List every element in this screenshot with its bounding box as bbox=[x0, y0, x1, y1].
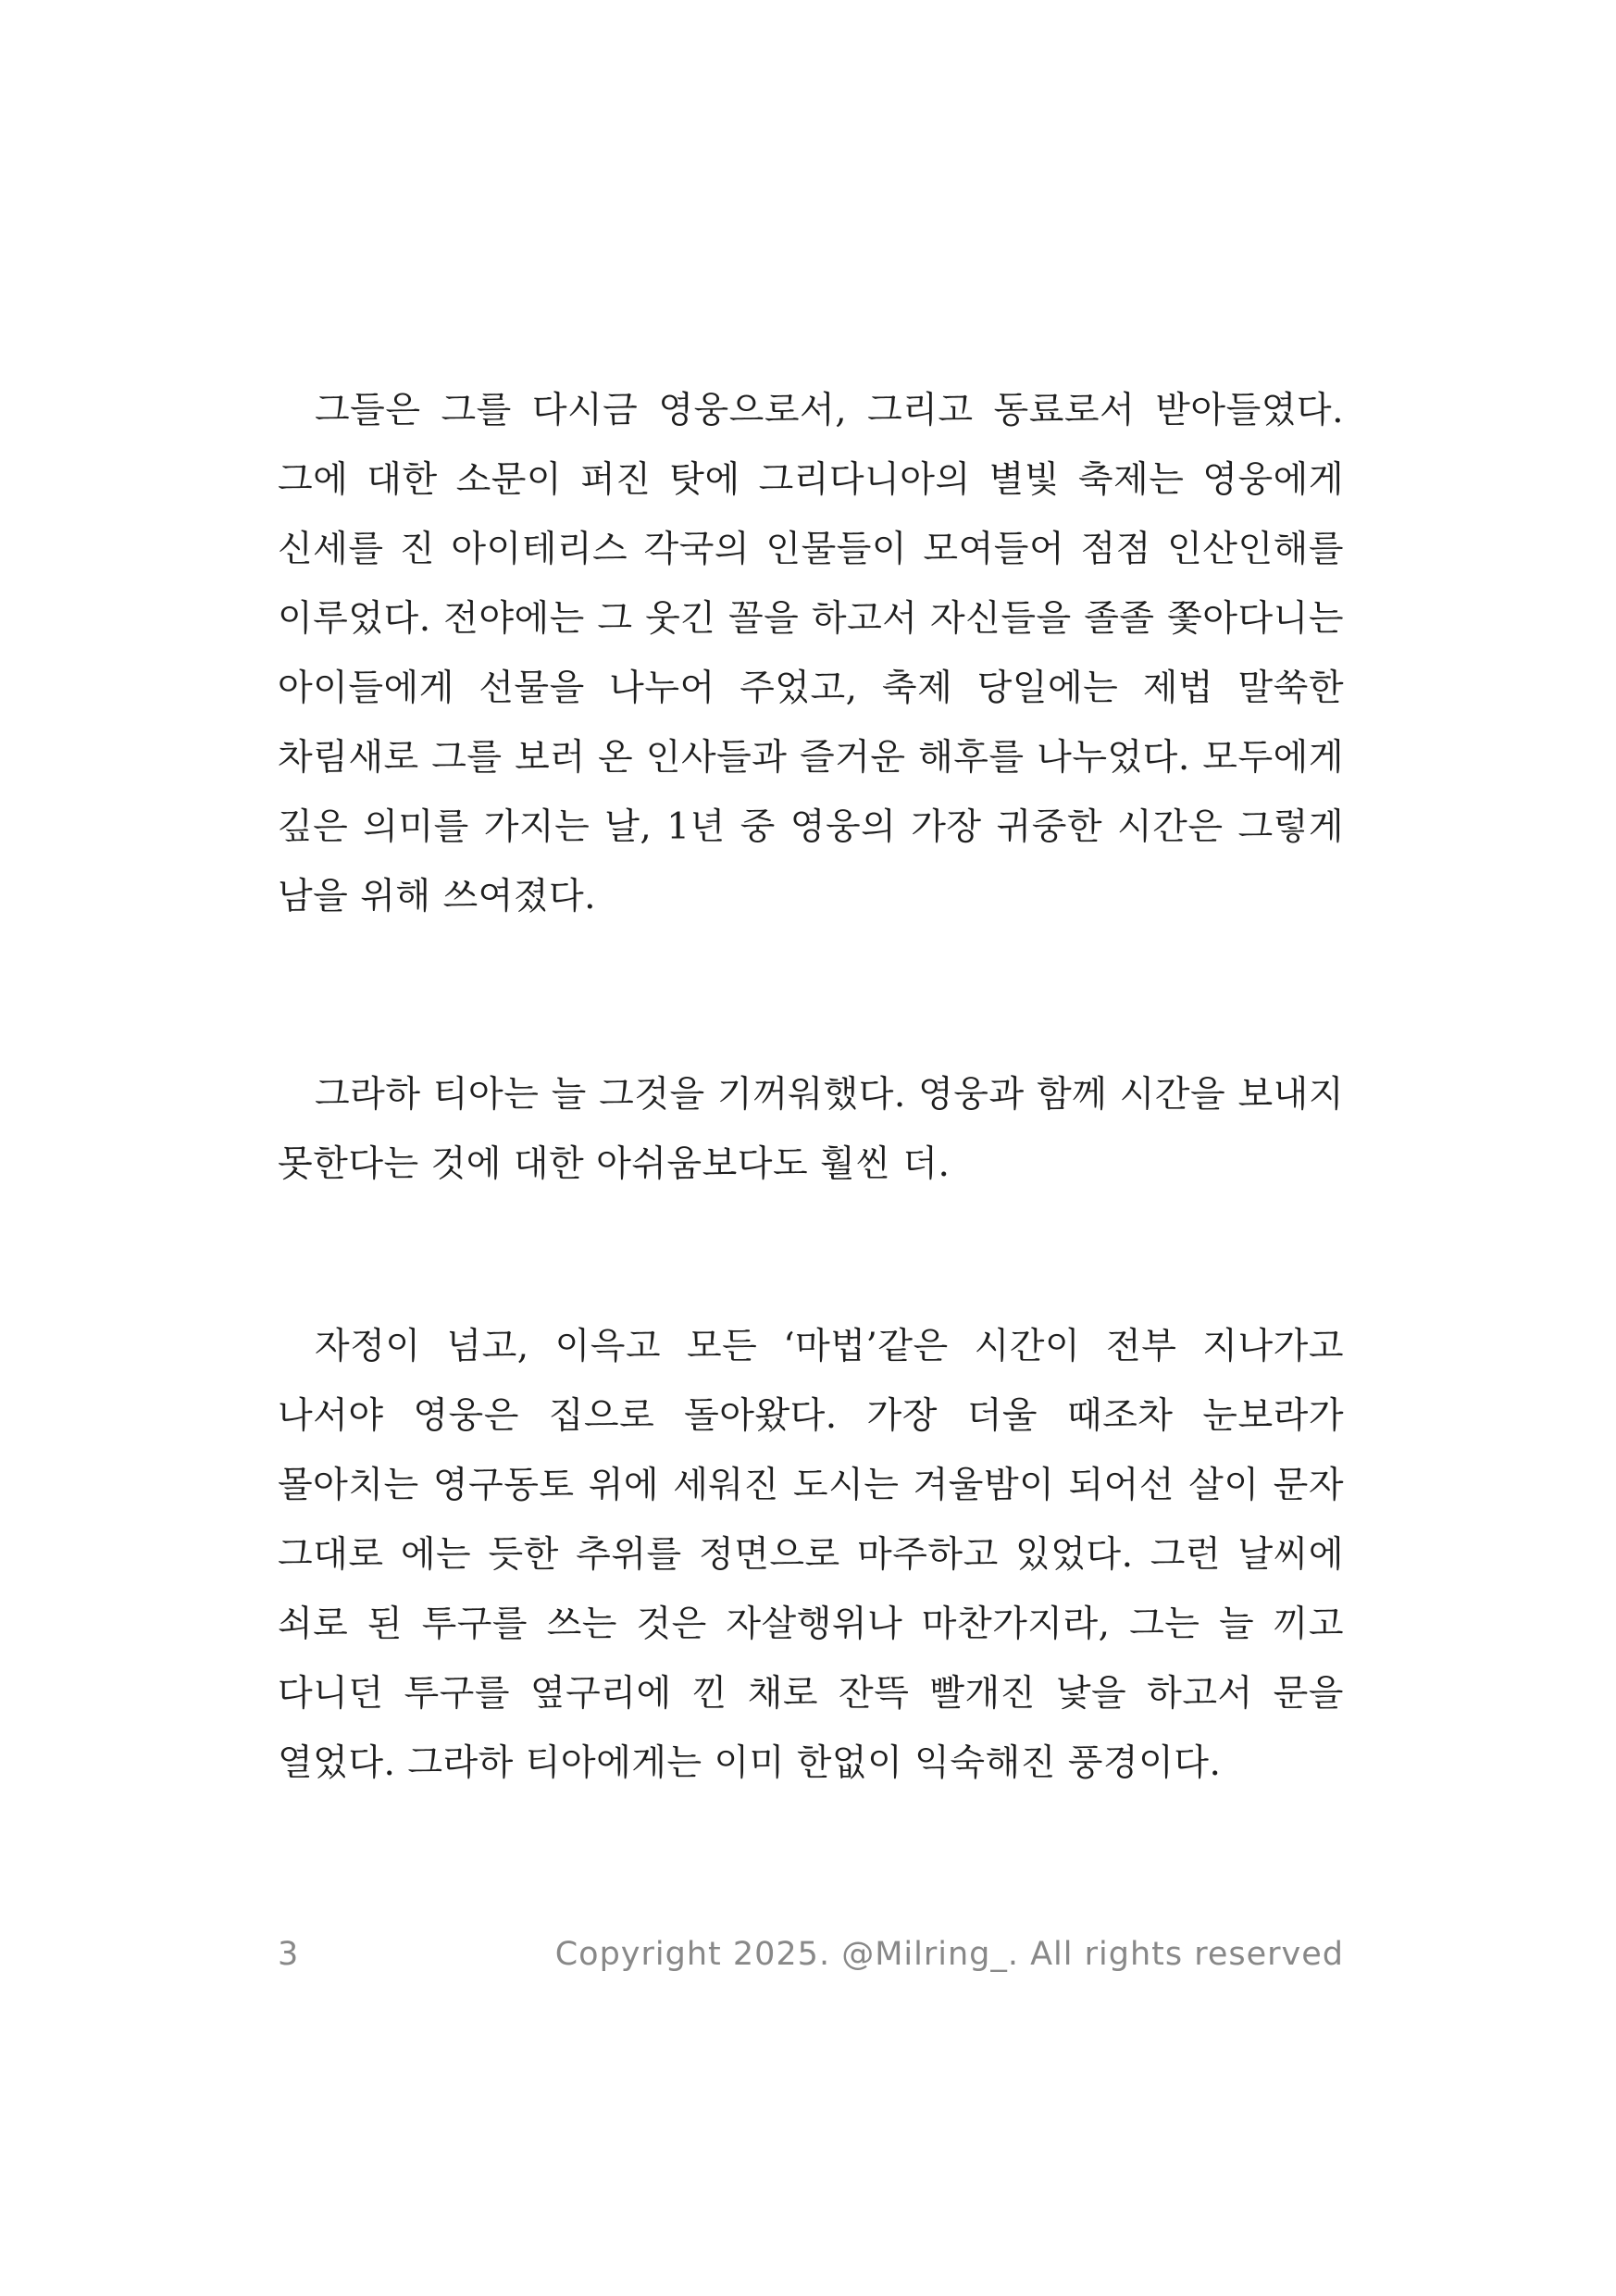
paragraph-1-block bbox=[278, 376, 1344, 931]
paragraph-3: 자정이 넘고, 이윽고 모든 ‘마법’같은 시간이 전부 지나가고 나서야 영웅은 집으로 돌아왔다. 가장 더울 때조차 눈보라가 몰아치는 영구동토 위에 세워진 도시는 겨울밤이 되어선 살이 문자 그대로 에는 듯한 추위를 정면으로 마주하고 있었다. 그런 날씨에 쇠로 된 투구를 쓰는 것은 자살행위나 마찬가지라, 그는 늘 끼고 다니던 투구를 옆구리에 낀 채로 잔뜩 빨개진 낯을 하고서 문을 열었다. 그라하 티아에게는 이미 한없이 익숙해진 풍경이다. bbox=[278, 1326, 1344, 1784]
copyright-notice: Copyright 2025. @Milring_. All rights reserved bbox=[554, 1936, 1344, 1973]
paragraph-2-block bbox=[278, 1060, 1344, 1199]
page-footer bbox=[278, 1931, 1344, 1978]
paragraph-2: 그라하 티아는 늘 그것을 기꺼워했다. 영웅과 함께 시간을 보내지 못한다는 것에 대한 아쉬움보다도 훨씬 더. bbox=[278, 1074, 1344, 1185]
paragraph-3-block bbox=[278, 1312, 1344, 1798]
page-number: 3 bbox=[278, 1936, 299, 1973]
paragraph-1: 그들은 그를 다시금 영웅으로서, 그리고 동료로서 받아들였다. 그에 대한 소문이 퍼진 탓에 그리다니아의 별빛 축제는 영웅에게 신세를 진 아이테리스 각국의 인물들이 모여들어 점점 인산인해를 이루었다. 전야에는 그 웃긴 꼴을 하고서 자신들을 졸졸 쫓아다니는 아이들에게 선물을 나누어 주었고, 축제 당일에는 제법 말쑥한 차림새로 그를 보러 온 인사들과 즐거운 해후를 나누었다. 모두에게 깊은 의미를 가지는 날, 1년 중 영웅의 가장 귀중한 시간은 그렇게 남을 위해 쓰여졌다. bbox=[278, 390, 1344, 917]
